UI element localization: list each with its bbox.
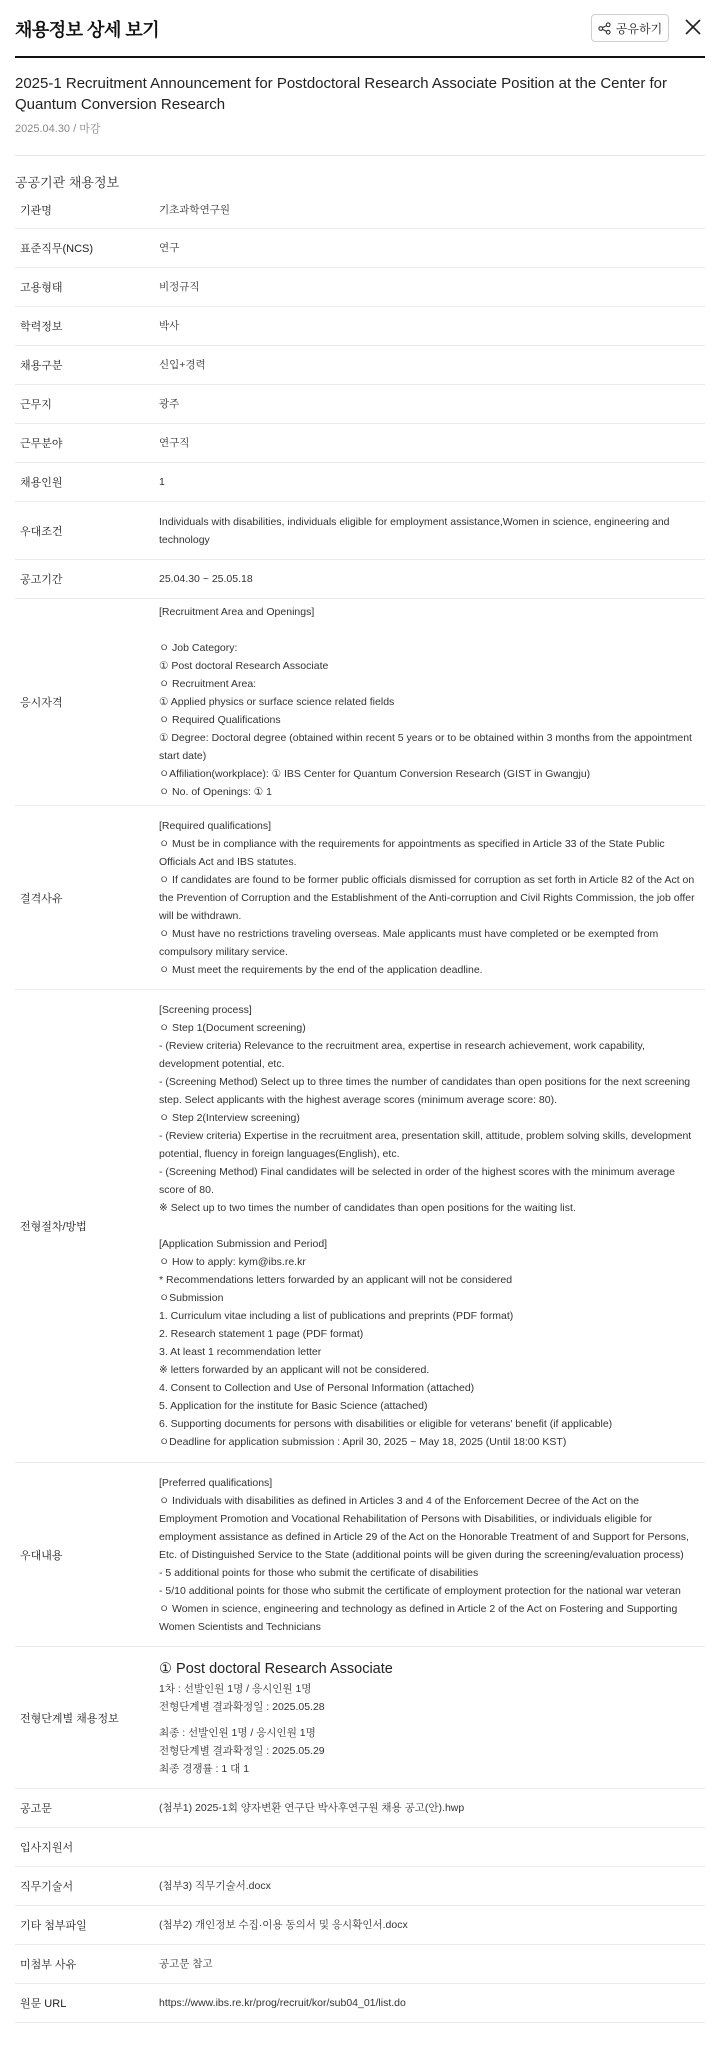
row-label: 결격사유 <box>20 892 63 905</box>
row-value: 신입+경력 <box>159 359 206 371</box>
row-label: 근무분야 <box>20 438 63 450</box>
text-line: ※ letters forwarded by an applicant will not be considered. <box>159 1364 430 1376</box>
page-title: 채용정보 상세 보기 <box>15 20 160 40</box>
row-value <box>159 1877 705 1895</box>
text-line: - (Review criteria) Expertise in the recruitment area, presentation skill, attitude, problem solving skills, development potential, fluency in foreign languages(English), etc. <box>159 1130 692 1160</box>
row-value <box>159 1474 705 1636</box>
share-button[interactable] <box>591 14 669 42</box>
page-header <box>15 0 705 58</box>
row-other-files <box>15 1906 705 1945</box>
notice-file-link[interactable]: (첨부1) 2025-1회 양자변환 연구단 박사후연구원 채용 공고(안).hwp <box>159 1802 465 1814</box>
row-label: 입사지원서 <box>20 1842 74 1854</box>
other-files-link[interactable]: (첨부2) 개인정보 수집·이용 동의서 및 응시확인서.docx <box>159 1919 408 1931</box>
row-label: 우대조건 <box>20 525 63 538</box>
row-label: 공고문 <box>20 1803 52 1815</box>
text-line: ㅇ Required Qualifications <box>159 714 281 726</box>
text-line: 1차 : 선발인원 1명 / 응시인원 1명 <box>159 1682 312 1695</box>
text-line: [Application Submission and Period] <box>159 1238 328 1250</box>
row-label: 기관명 <box>20 204 52 217</box>
text-line: ㅇ Job Category: <box>159 642 238 654</box>
row-value <box>159 1001 705 1451</box>
text-line: ㅇ Recruitment Area: <box>159 678 257 690</box>
text-line: ㅇ Must have no restrictions traveling overseas. Male applicants must have completed or be exempted from compulsory military service. <box>159 927 659 958</box>
text-line: ① Degree: Doctoral degree (obtained within recent 5 years or to be obtained within 3 months from the appointment start date) <box>159 732 692 762</box>
row-stage-info <box>15 1647 705 1789</box>
text-line: ㅇ If candidates are found to be former public officials dismissed for corruption as set forth in Article 82 of the Act on the Prevention of Corruption and the Establishment of the Anti-corruption and Civil Rights Commission, the job offer will be withdrawn. <box>159 873 695 922</box>
text-line: ㅇDeadline for application submission : April 30, 2025 ~ May 18, 2025 (Until 18:00 KST) <box>159 1436 567 1448</box>
text-line: ㅇ Step 1(Document screening) <box>159 1022 306 1034</box>
row-value: Individuals with disabilities, individuals eligible for employment assistance,Women in science, engineering and technology <box>159 515 670 546</box>
share-icon <box>598 22 611 35</box>
posting-title-block <box>15 73 705 136</box>
row-label: 직무기술서 <box>20 1881 74 1893</box>
posting-meta: 2025.04.30 / 마감 <box>15 123 101 135</box>
info-table <box>15 191 705 2023</box>
text-line <box>159 1217 697 1235</box>
row-preferred <box>15 1463 705 1647</box>
text-line: 6. Supporting documents for persons with disabilities or eligible for veterans' benefit (if applicable) <box>159 1418 613 1430</box>
row-value: 비정규직 <box>159 281 200 293</box>
row-preference <box>15 502 705 560</box>
text-line: - (Screening Method) Final candidates will be selected in order of the highest scores with the minimum average score of 80. <box>159 1166 675 1196</box>
row-label: 기타 첨부파일 <box>20 1920 87 1932</box>
text-line: [Required qualifications] <box>159 819 272 832</box>
row-label: 응시자격 <box>20 697 63 709</box>
text-line: - 5 additional points for those who submit the certificate of disabilities <box>159 1566 479 1579</box>
row-value: 공고문 참고 <box>159 1958 213 1970</box>
text-line: ※ Select up to two times the number of candidates than open positions for the waiting list. <box>159 1202 576 1214</box>
divider <box>15 155 705 156</box>
row-no-attach-reason <box>15 1945 705 1984</box>
row-value <box>159 817 705 979</box>
row-value: 25.04.30 ~ 25.05.18 <box>159 573 253 585</box>
row-label: 채용인원 <box>20 477 63 489</box>
text-line: ① Post doctoral Research Associate <box>159 660 329 672</box>
row-value: 연구 <box>159 242 180 254</box>
row-job-desc <box>15 1867 705 1906</box>
row-period <box>15 560 705 599</box>
text-line: [Recruitment Area and Openings] <box>159 606 315 618</box>
row-label: 근무지 <box>20 399 52 411</box>
row-value: 광주 <box>159 398 180 410</box>
text-line: ㅇ Must be in compliance with the requirements for appointments as specified in Article 33 of the State Public Officials Act and IBS statutes. <box>159 837 665 868</box>
row-value: 1 <box>159 476 165 488</box>
row-org <box>15 191 705 229</box>
row-source-url <box>15 1984 705 2023</box>
text-line: 전형단계별 결과확정일 : 2025.05.28 <box>159 1700 325 1713</box>
text-line: ㅇ Women in science, engineering and technology as defined in Article 2 of the Act on Fostering and Supporting Women Scientists and Technicians <box>159 1602 678 1633</box>
text-line <box>159 621 697 639</box>
text-line: ① Applied physics or surface science related fields <box>159 696 395 708</box>
share-label: 공유하기 <box>615 21 663 36</box>
row-category <box>15 346 705 385</box>
row-process <box>15 990 705 1463</box>
row-value: 박사 <box>159 320 180 332</box>
row-value: 기초과학연구원 <box>159 203 231 216</box>
text-line: - (Review criteria) Relevance to the recruitment area, expertise in research achievement, work capability, development potential, etc. <box>159 1040 645 1070</box>
row-qualification <box>15 599 705 806</box>
text-line: ㅇ Individuals with disabilities as defined in Articles 3 and 4 of the Enforcement Decree of the Act on the Employment Promotion and Vocational Rehabilitation of Persons with Disabilities, or individuals eligible for employment assistance as defined in Article 29 of the Act on the Honorable Treatment of and Support for Persons, Etc. of Distinguished Service to the State (additional points will be given during the screening/evaluation process) <box>159 1494 689 1561</box>
text-line: [Preferred qualifications] <box>159 1476 273 1489</box>
text-line: ㅇ Step 2(Interview screening) <box>159 1112 300 1124</box>
text-line: 전형단계별 결과확정일 : 2025.05.29 <box>159 1744 325 1757</box>
text-line: ㅇ No. of Openings: ① 1 <box>159 786 272 798</box>
stage-position: ① Post doctoral Research Associate <box>159 1660 393 1677</box>
row-headcount <box>15 463 705 502</box>
row-label: 원문 URL <box>20 1998 67 2010</box>
row-notice-file <box>15 1789 705 1828</box>
row-value <box>159 1799 705 1817</box>
row-label: 고용형태 <box>20 282 63 294</box>
row-label: 표준직무(NCS) <box>20 243 94 255</box>
row-emp-type <box>15 268 705 307</box>
text-line: * Recommendations letters forwarded by an applicant will not be considered <box>159 1274 513 1286</box>
row-label: 미첨부 사유 <box>20 1959 77 1971</box>
text-line: ㅇ How to apply: kym@ibs.re.kr <box>159 1256 306 1268</box>
row-value <box>159 603 705 801</box>
row-label: 공고기간 <box>20 574 63 586</box>
row-field <box>15 424 705 463</box>
row-ncs <box>15 229 705 268</box>
source-url-link[interactable]: https://www.ibs.re.kr/prog/recruit/kor/sub04_01/list.do <box>159 1997 406 2009</box>
text-line: [Screening process] <box>159 1004 252 1016</box>
row-value <box>159 1994 705 2012</box>
row-value <box>159 1658 705 1778</box>
text-line: 4. Consent to Collection and Use of Personal Information (attached) <box>159 1382 475 1394</box>
row-education <box>15 307 705 346</box>
posting-title: 2025-1 Recruitment Announcement for Postdoctoral Research Associate Position at the Center for Quantum Conversion Research <box>15 75 668 113</box>
text-line: - (Screening Method) Select up to three times the number of candidates than open positions for the next screening step. Select applicants with the highest average scores (minimum average score: 80). <box>159 1076 691 1106</box>
text-line: ㅇAffiliation(workplace): ① IBS Center for Quantum Conversion Research (GIST in Gwangju) <box>159 768 591 780</box>
row-location <box>15 385 705 424</box>
row-disqualification <box>15 806 705 990</box>
text-line: 1. Curriculum vitae including a list of publications and preprints (PDF format) <box>159 1310 514 1322</box>
row-value: 연구직 <box>159 437 190 449</box>
text-line: ㅇSubmission <box>159 1292 224 1304</box>
row-label: 학력정보 <box>20 321 63 333</box>
text-line: 2. Research statement 1 page (PDF format) <box>159 1328 364 1340</box>
spacer <box>159 1716 697 1724</box>
row-label: 전형절차/방법 <box>20 1221 87 1233</box>
text-line: 5. Application for the institute for Basic Science (attached) <box>159 1400 428 1412</box>
row-label: 우대내용 <box>20 1549 63 1562</box>
row-label: 채용구분 <box>20 360 63 372</box>
row-application-form <box>15 1828 705 1867</box>
section-title: 공공기관 채용정보 <box>15 175 120 190</box>
text-line: ㅇ Must meet the requirements by the end of the application deadline. <box>159 963 483 976</box>
row-label: 전형단계별 채용정보 <box>20 1712 119 1725</box>
row-value <box>159 1916 705 1934</box>
close-icon[interactable] <box>681 15 705 39</box>
text-line: 최종 : 선발인원 1명 / 응시인원 1명 <box>159 1726 316 1739</box>
text-line: 최종 경쟁률 : 1 대 1 <box>159 1762 250 1775</box>
text-line: 3. At least 1 recommendation letter <box>159 1346 322 1358</box>
text-line: - 5/10 additional points for those who submit the certificate of employment protection for the national war veteran <box>159 1584 681 1597</box>
job-desc-link[interactable]: (첨부3) 직무기술서.docx <box>159 1880 271 1892</box>
